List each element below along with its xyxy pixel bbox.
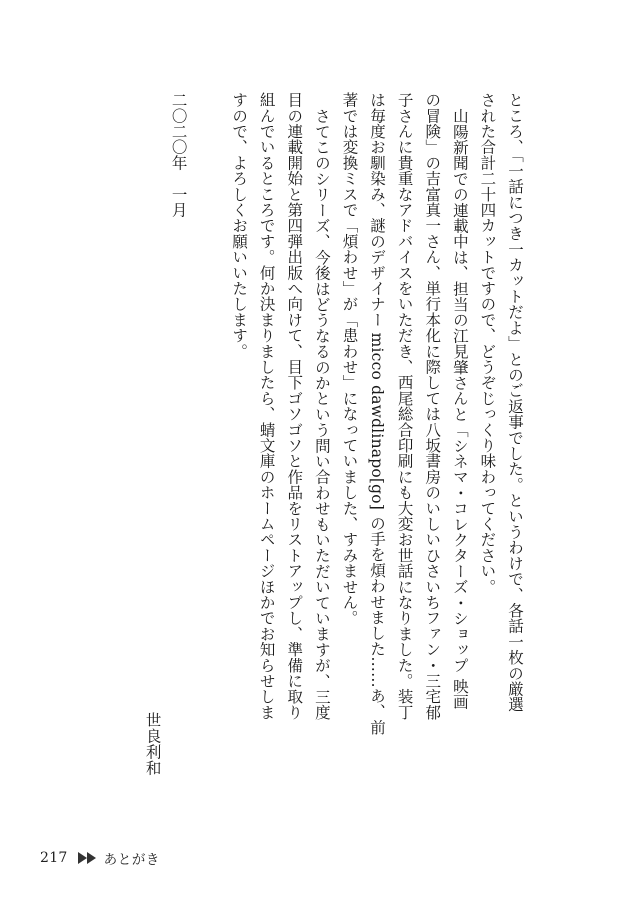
body-line: 著では変換ミスで「煩わせ」が「患わせ」になっていました、すみません。 [340, 92, 359, 626]
date-line: 二〇二〇年 一月 [169, 92, 188, 218]
section-title: あとがき [103, 852, 161, 868]
body-line: は毎度お馴染み、謎のデザイナー micco dawdlinapo[go] の手を煩わせました……あ、前 [368, 92, 387, 735]
page-footer [40, 848, 160, 868]
body-line: ところ、「一話につき一カットだよ」とのご返事でした。というわけで、各話一枚の厳選 [506, 92, 524, 713]
body-line: 山陽新聞での連載中は、担当の江見肇さんと「シネマ・コレクターズ・ショップ 映画 [450, 107, 469, 710]
page-number: 217 [40, 850, 68, 866]
body-line: 子さんに貴重なアドバイスをいただき、西尾総合印刷にも大変お世話になりました。装丁 [395, 92, 414, 720]
body-line: された合計二十四カットですので、どうぞじっくり味わってください。 [478, 92, 497, 595]
body-line: 組んでいるところです。何か決まりましたら、蜻文庫のホームページほかでお知らせしま [257, 92, 276, 720]
body-line: すので、よろしくお願いいたします。 [230, 92, 249, 359]
body-line: の冒険」の吉富真一さん、単行本化に際しては八坂書房のいしいひさいちファン・三宅郁 [423, 92, 442, 720]
double-play-arrow-icon [78, 852, 98, 864]
afterword-body [224, 92, 528, 735]
body-line: 目の連載開始と第四弾出版へ向けて、目下ゴソゴソと作品をリストアップし、準備に取り [285, 92, 304, 720]
body-line: さてこのシリーズ、今後はどうなるのかという問い合わせもいただいていますが、三度 [312, 107, 331, 720]
author-signature: 世良利和 [143, 712, 162, 776]
